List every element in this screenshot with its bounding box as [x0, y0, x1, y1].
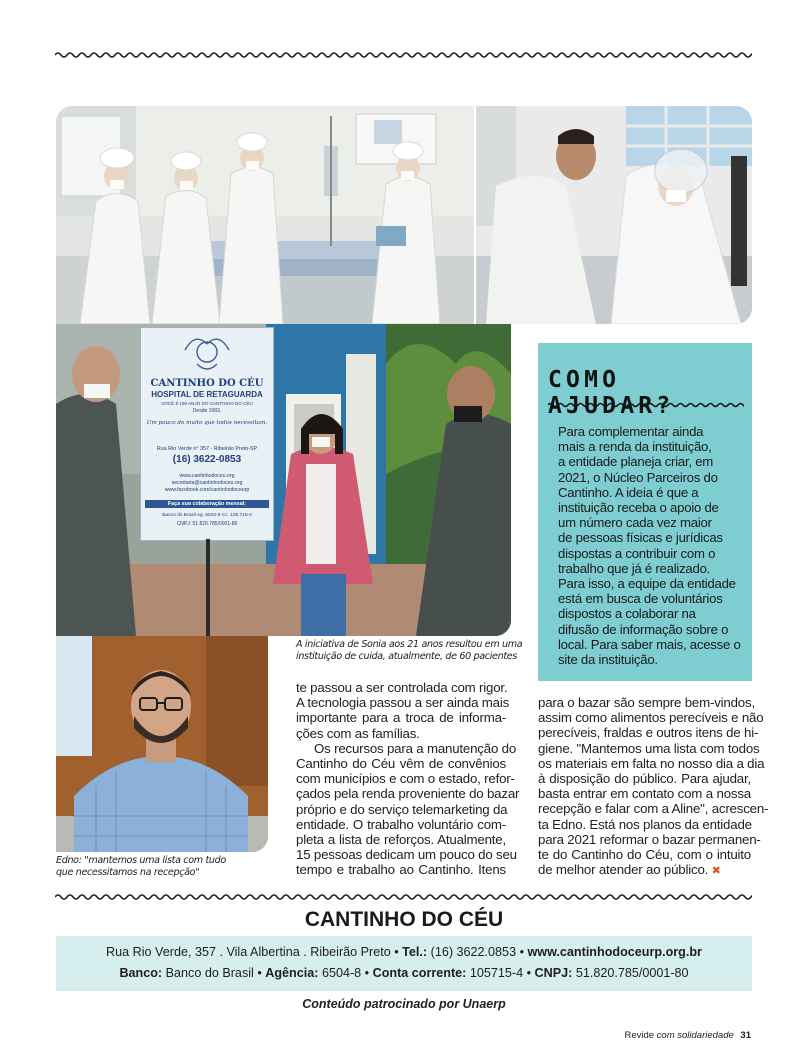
article-line: Os recursos para a manutenção do [314, 740, 517, 756]
sponsor-note: Conteúdo patrocinado por Unaerp [302, 997, 506, 1011]
sidebar-line: está em busca de voluntários [558, 591, 723, 607]
article-line: à disposição do público. Para ajudar, [538, 771, 751, 787]
article-line: A tecnologia passou a ser ainda mais [296, 695, 510, 711]
info-account: 105715-4 [469, 966, 524, 980]
top-wavy-rule [55, 50, 752, 60]
info-tel-label: Tel.: [402, 945, 428, 959]
info-account-label: Conta corrente: [372, 966, 467, 980]
banner-since: Desde 1983. [192, 408, 222, 414]
article-line: ções com as famílias. [296, 725, 420, 741]
info-title: CANTINHO DO CÉU [304, 908, 504, 931]
sidebar-line: site da instituição. [558, 652, 658, 668]
info-line-2 [56, 966, 752, 980]
sidebar-line: 2021, o Núcleo Parceiros do [558, 469, 718, 485]
info-bank: Banco do Brasil [165, 966, 254, 980]
article-line: çados pela renda proveniente do bazar [296, 786, 520, 802]
banner-facebook: www.facebook.com/cantinhodoceurp [164, 487, 250, 493]
sidebar-wavy-rule [548, 401, 744, 409]
article-line: pleta a lista de reforços. Atualmente, [296, 832, 506, 848]
sidebar-line: local. Para saber mais, acesse o [558, 636, 741, 652]
article-line: te do Cantinho do Céu, com o intuito [538, 847, 751, 863]
info-cnpj: 51.820.785/0001-80 [575, 966, 689, 980]
banner-email: secretaria@cantinhodoceu.org [171, 480, 243, 486]
photo3-caption-line2: instituição de cuida, atualmente, de 60 pacientes [296, 650, 517, 662]
info-line-1 [56, 945, 752, 959]
banner-address: Rua Rio Verde n° 357 - Ribeirão Preto-SP [156, 446, 258, 452]
info-cnpj-label: CNPJ: [534, 966, 573, 980]
article-column-2 [538, 695, 769, 879]
article-line: tempo e trabalho ao Cantinho. Itens [296, 862, 506, 878]
cantinho-banner [140, 327, 274, 541]
photo4-caption-line2: que necessitamos na recepção" [56, 866, 200, 878]
article-line: recepção e falar com a Aline", acrescen- [538, 801, 769, 817]
end-mark-icon: ✖ [711, 865, 721, 878]
photo-hospital-ward [56, 106, 474, 324]
sidebar-line: difusão de informação sobre o [558, 621, 729, 637]
article-line: os materiais em falta no nosso dia a dia [538, 755, 765, 771]
photo-patient-care [476, 106, 752, 324]
sidebar-line: trabalho que já é realizado. [558, 560, 711, 576]
sidebar-line: instituição receba o apoio de [558, 500, 719, 516]
banner-bank: Banco do Brasil Ag. 6504-8 Cc. 105.715-4 [162, 513, 252, 518]
info-separator: • [394, 945, 399, 959]
info-separator: • [526, 966, 532, 980]
sidebar-text [558, 424, 748, 667]
article-line: te passou a ser controlada com rigor. [296, 680, 508, 695]
info-tel: (16) 3622.0853 [430, 945, 517, 959]
banner-stand [206, 539, 210, 636]
banner-cnpj: CNPJ: 51.820.785/0001-80 [176, 521, 238, 527]
article-line: perecíveis, fraldas e outros itens de hi- [538, 725, 759, 741]
article-line: entidade. O trabalho voluntário com- [296, 816, 506, 832]
photo3-caption [296, 639, 522, 662]
sidebar-line: mais a renda da instituição, [558, 439, 712, 455]
photo3-caption-line1: A iniciativa de Sonia aos 21 anos resultou em uma [296, 639, 523, 650]
banner-tagline: VOCÊ É UM ANJO DO CANTINHO DO CÉU [161, 401, 253, 406]
page-number: 31 [740, 1030, 751, 1041]
banner-web: www.cantinhodoceu.org [179, 473, 235, 479]
article-last-line: de melhor atender ao público. [538, 862, 709, 878]
info-separator: • [364, 966, 370, 980]
info-bar [56, 936, 752, 991]
article-line: com municípios e com o estado, refor- [296, 771, 515, 787]
photo-edno-portrait [56, 636, 268, 852]
banner-brand: CANTINHO DO CÉU [150, 378, 264, 389]
sidebar-line: Cantinho. A ideia é que a [558, 484, 699, 500]
como-ajudar-box [538, 343, 752, 681]
sidebar-line: um número cada vez maior [558, 515, 712, 531]
info-address: Rua Rio Verde, 357 . Vila Albertina . Ribeirão Preto [106, 945, 391, 959]
photo4-caption [56, 855, 226, 878]
info-separator: • [257, 966, 262, 980]
article-line: assim como alimentos perecíveis e não [538, 710, 764, 726]
page-footer [624, 1030, 751, 1041]
sidebar-line: dispostas a contribuir com o [558, 545, 716, 561]
article-line: giene. "Mantemos uma lista com todos [538, 740, 760, 756]
sidebar-line: dispostos a colaborar na [558, 606, 696, 622]
sidebar-line: de pessoas físicas e jurídicas [558, 530, 723, 546]
sidebar-line: Para isso, a equipe da entidade [558, 576, 736, 592]
banner-phone: (16) 3622-0853 [172, 454, 242, 465]
bottom-wavy-rule [55, 892, 752, 902]
sidebar-title: COMO AJUDAR? [548, 367, 675, 419]
article-line: importante para a troca de informa- [296, 710, 506, 726]
article-column-1 [296, 680, 520, 878]
sidebar-line: a entidade planeja criar, em [558, 454, 714, 470]
angel-logo-icon [181, 332, 233, 376]
article-line: para 2021 reformar o bazar permanen- [538, 831, 761, 847]
banner-collab: Faça sua colaboração mensal: [145, 500, 269, 508]
article-line: basta entrar em contato com a nossa [538, 786, 751, 802]
photo4-caption-line1: Edno: "mantemos uma lista com tudo [56, 855, 226, 866]
info-bank-label: Banco: [119, 966, 163, 980]
article-line: próprio e do serviço telemarketing da [296, 801, 508, 817]
article-line: para o bazar são sempre bem-vindos, [538, 695, 755, 710]
footer-section: com solidariedade [656, 1030, 734, 1041]
info-agency: 6504-8 [321, 966, 362, 980]
banner-slogan: Um pouco do muito que todos necessitam. [146, 420, 268, 426]
footer-publication: Revide [624, 1030, 655, 1041]
banner-subtitle: HOSPITAL DE RETAGUARDA [151, 390, 263, 399]
sidebar-line: Para complementar ainda [558, 424, 704, 439]
article-line [538, 862, 751, 879]
article-line: 15 pessoas dedicam um pouco do seu [296, 847, 517, 863]
photo-courtyard-visit [56, 324, 511, 636]
article-line: Cantinho do Céu vêm de convênios [296, 756, 506, 772]
info-separator: • [519, 945, 524, 959]
info-agency-label: Agência: [265, 966, 319, 980]
article-line: ta Edno. Está nos planos da entidade [538, 816, 752, 832]
info-website[interactable]: www.cantinhodoceurp.org.br [527, 945, 702, 959]
